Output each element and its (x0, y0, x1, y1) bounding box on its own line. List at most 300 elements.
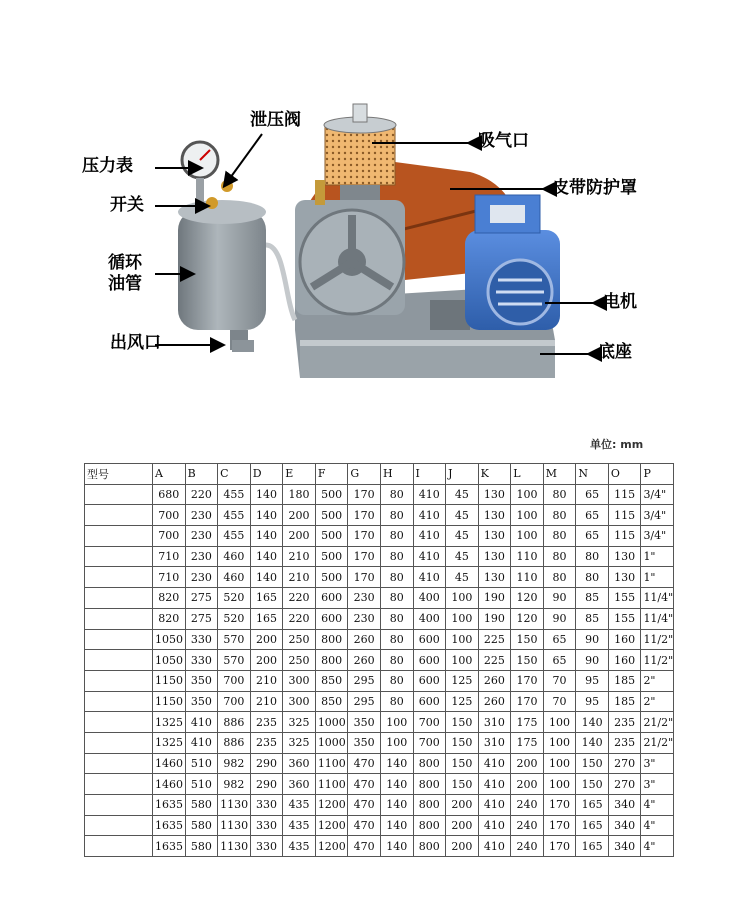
label-switch: 开关 (110, 195, 144, 215)
dimension-cell: 165 (250, 608, 283, 629)
dimension-cell: 235 (250, 732, 283, 753)
spec-table-header (85, 464, 674, 485)
dimension-cell: 470 (348, 774, 381, 795)
dimension-cell: 275 (185, 588, 218, 609)
dimension-cell: 150 (446, 774, 479, 795)
dimension-cell: 140 (380, 815, 413, 836)
dimension-cell: 510 (185, 774, 218, 795)
dimension-cell: 250 (283, 629, 316, 650)
dimension-cell: 330 (250, 836, 283, 857)
dimension-cell: 1130 (218, 815, 251, 836)
dimension-cell: 100 (543, 732, 576, 753)
dimension-cell: 150 (576, 753, 609, 774)
dimension-cell: 200 (250, 629, 283, 650)
dimension-cell: 11/2" (641, 650, 674, 671)
dimension-cell: 1" (641, 546, 674, 567)
model-cell (85, 712, 153, 733)
dimension-cell: 260 (478, 670, 511, 691)
dimension-cell: 95 (576, 670, 609, 691)
dimension-cell: 170 (511, 670, 544, 691)
dimension-cell: 1200 (315, 795, 348, 816)
dimension-cell: 700 (413, 712, 446, 733)
dimension-cell: 225 (478, 629, 511, 650)
dimension-cell: 350 (185, 691, 218, 712)
dimension-cell: 1325 (153, 712, 186, 733)
dimension-cell: 220 (185, 484, 218, 505)
dimension-cell: 200 (446, 815, 479, 836)
dimension-cell: 90 (543, 608, 576, 629)
dimension-cell: 45 (446, 484, 479, 505)
dimension-cell: 600 (315, 608, 348, 629)
dimension-cell: 330 (250, 815, 283, 836)
dimension-cell: 1150 (153, 670, 186, 691)
dimension-cell: 1100 (315, 774, 348, 795)
pressure-gauge (182, 142, 233, 210)
dimension-cell: 435 (283, 795, 316, 816)
dimension-cell: 210 (250, 670, 283, 691)
dimension-cell: 130 (478, 567, 511, 588)
dimension-cell: 80 (380, 588, 413, 609)
dimension-cell: 600 (413, 650, 446, 671)
dimension-cell: 1100 (315, 753, 348, 774)
model-cell (85, 691, 153, 712)
dimension-cell: 200 (511, 774, 544, 795)
dimension-cell: 850 (315, 670, 348, 691)
dimension-cell: 820 (153, 608, 186, 629)
dimension-cell: 235 (608, 732, 641, 753)
dimension-cell: 325 (283, 712, 316, 733)
dimension-cell: 410 (478, 836, 511, 857)
dimension-cell: 470 (348, 836, 381, 857)
dimension-cell: 3/4" (641, 526, 674, 547)
header-cell: P (641, 464, 674, 485)
dimension-cell: 470 (348, 753, 381, 774)
dimension-cell: 170 (543, 815, 576, 836)
header-cell: D (250, 464, 283, 485)
dimension-cell: 1200 (315, 836, 348, 857)
header-cell: C (218, 464, 251, 485)
dimension-cell: 185 (608, 691, 641, 712)
dimension-cell: 230 (348, 608, 381, 629)
model-cell (85, 732, 153, 753)
dimension-cell: 800 (413, 836, 446, 857)
table-row (85, 608, 674, 629)
dimension-cell: 165 (250, 588, 283, 609)
dimension-cell: 80 (543, 567, 576, 588)
dimension-cell: 90 (576, 650, 609, 671)
model-cell (85, 588, 153, 609)
dimension-cell: 360 (283, 774, 316, 795)
dimension-cell: 220 (283, 608, 316, 629)
dimension-cell: 1460 (153, 774, 186, 795)
dimension-cell: 295 (348, 670, 381, 691)
dimension-cell: 330 (250, 795, 283, 816)
dimension-cell: 435 (283, 836, 316, 857)
dimension-cell: 2" (641, 691, 674, 712)
header-cell: K (478, 464, 511, 485)
dimension-cell: 500 (315, 484, 348, 505)
dimension-cell: 410 (185, 732, 218, 753)
dimension-cell: 21/2" (641, 732, 674, 753)
dimension-cell: 175 (511, 712, 544, 733)
dimension-cell: 80 (380, 484, 413, 505)
header-cell: O (608, 464, 641, 485)
dimension-cell: 150 (446, 753, 479, 774)
dimension-cell: 300 (283, 691, 316, 712)
dimension-cell: 230 (185, 546, 218, 567)
model-cell (85, 608, 153, 629)
dimension-cell: 200 (283, 505, 316, 526)
dimension-cell: 80 (543, 526, 576, 547)
table-row (85, 588, 674, 609)
dimension-cell: 325 (283, 732, 316, 753)
dimension-cell: 310 (478, 732, 511, 753)
dimension-cell: 95 (576, 691, 609, 712)
dimension-cell: 520 (218, 588, 251, 609)
dimension-cell: 982 (218, 774, 251, 795)
dimension-cell: 170 (543, 795, 576, 816)
dimension-cell: 80 (380, 567, 413, 588)
dimension-cell: 45 (446, 505, 479, 526)
dimension-cell: 200 (446, 795, 479, 816)
header-cell: 型号 (85, 464, 153, 485)
label-air-outlet: 出风口 (110, 333, 161, 353)
dimension-cell: 330 (185, 629, 218, 650)
dimension-cell: 140 (576, 732, 609, 753)
dimension-cell: 4" (641, 836, 674, 857)
dimension-cell: 435 (283, 815, 316, 836)
dimension-cell: 3" (641, 774, 674, 795)
label-air-inlet: 吸气口 (478, 131, 529, 151)
dimension-cell: 170 (348, 567, 381, 588)
dimension-cell: 410 (478, 774, 511, 795)
dimension-cell: 80 (380, 526, 413, 547)
dimension-cell: 886 (218, 732, 251, 753)
spec-table (84, 463, 674, 857)
dimension-cell: 140 (380, 836, 413, 857)
dimension-cell: 170 (348, 505, 381, 526)
table-row (85, 546, 674, 567)
dimension-cell: 165 (576, 815, 609, 836)
dimension-cell: 360 (283, 753, 316, 774)
dimension-cell: 140 (250, 526, 283, 547)
dimension-cell: 410 (413, 484, 446, 505)
dimension-cell: 410 (413, 546, 446, 567)
dimension-cell: 460 (218, 546, 251, 567)
dimension-cell: 65 (576, 526, 609, 547)
dimension-cell: 115 (608, 484, 641, 505)
dimension-cell: 580 (185, 836, 218, 857)
dimension-cell: 11/2" (641, 629, 674, 650)
dimension-cell: 4" (641, 815, 674, 836)
dimension-cell: 100 (380, 712, 413, 733)
dimension-cell: 410 (413, 526, 446, 547)
dimension-cell: 115 (608, 505, 641, 526)
dimension-cell: 150 (446, 712, 479, 733)
dimension-cell: 100 (446, 608, 479, 629)
dimension-cell: 165 (576, 836, 609, 857)
dimension-cell: 170 (543, 836, 576, 857)
dimension-cell: 230 (185, 567, 218, 588)
dimension-cell: 170 (511, 691, 544, 712)
dimension-cell: 600 (413, 629, 446, 650)
dimension-cell: 580 (185, 795, 218, 816)
dimension-cell: 235 (608, 712, 641, 733)
dimension-cell: 1130 (218, 795, 251, 816)
dimension-cell: 160 (608, 650, 641, 671)
dimension-cell: 200 (283, 526, 316, 547)
dimension-cell: 21/2" (641, 712, 674, 733)
dimension-cell: 3" (641, 753, 674, 774)
dimension-cell: 270 (608, 774, 641, 795)
dimension-cell: 170 (348, 484, 381, 505)
dimension-cell: 140 (576, 712, 609, 733)
label-circulation-pipe-line2: 油管 (108, 274, 142, 294)
dimension-cell: 90 (576, 629, 609, 650)
dimension-cell: 80 (543, 484, 576, 505)
dimension-cell: 290 (250, 774, 283, 795)
dimension-cell: 340 (608, 795, 641, 816)
dimension-cell: 800 (413, 774, 446, 795)
dimension-cell: 90 (543, 588, 576, 609)
header-cell: L (511, 464, 544, 485)
model-cell (85, 526, 153, 547)
dimension-cell: 11/4" (641, 588, 674, 609)
dimension-cell: 120 (511, 588, 544, 609)
dimension-cell: 400 (413, 588, 446, 609)
dimension-cell: 1460 (153, 753, 186, 774)
header-cell: N (576, 464, 609, 485)
dimension-cell: 80 (380, 670, 413, 691)
model-cell (85, 815, 153, 836)
model-cell (85, 795, 153, 816)
dimension-cell: 235 (250, 712, 283, 733)
dimension-cell: 350 (348, 732, 381, 753)
dimension-cell: 130 (478, 526, 511, 547)
dimension-cell: 4" (641, 795, 674, 816)
dimension-cell: 410 (478, 795, 511, 816)
dimension-cell: 210 (250, 691, 283, 712)
dimension-cell: 500 (315, 526, 348, 547)
dimension-cell: 45 (446, 567, 479, 588)
dimension-cell: 80 (380, 608, 413, 629)
dimension-cell: 470 (348, 815, 381, 836)
dimension-cell: 1635 (153, 815, 186, 836)
model-cell (85, 774, 153, 795)
dimension-cell: 1200 (315, 815, 348, 836)
dimension-cell: 410 (413, 567, 446, 588)
dimension-cell: 100 (511, 505, 544, 526)
dimension-cell: 190 (478, 588, 511, 609)
dimension-cell: 80 (380, 650, 413, 671)
dimension-cell: 100 (511, 484, 544, 505)
table-row (85, 795, 674, 816)
dimension-cell: 130 (478, 484, 511, 505)
dimension-cell: 140 (380, 753, 413, 774)
dimension-cell: 700 (413, 732, 446, 753)
table-row (85, 836, 674, 857)
dimension-cell: 410 (478, 753, 511, 774)
dimension-cell: 295 (348, 691, 381, 712)
header-cell: J (446, 464, 479, 485)
dimension-cell: 1050 (153, 629, 186, 650)
dimension-cell: 100 (446, 629, 479, 650)
dimension-cell: 886 (218, 712, 251, 733)
dimension-cell: 310 (478, 712, 511, 733)
dimension-cell: 250 (283, 650, 316, 671)
dimension-cell: 1130 (218, 836, 251, 857)
dimension-cell: 1635 (153, 795, 186, 816)
dimension-cell: 710 (153, 567, 186, 588)
roots-blower-photo (45, 30, 705, 430)
circulation-tank (178, 200, 295, 352)
dimension-cell: 130 (608, 546, 641, 567)
header-cell: F (315, 464, 348, 485)
table-row (85, 774, 674, 795)
dimension-cell: 820 (153, 588, 186, 609)
spec-table-body (85, 484, 674, 856)
dimension-cell: 410 (478, 815, 511, 836)
unit-label: 单位: mm (590, 438, 644, 451)
dimension-cell: 600 (413, 670, 446, 691)
dimension-cell: 1050 (153, 650, 186, 671)
dimension-cell: 350 (185, 670, 218, 691)
dimension-cell: 800 (413, 815, 446, 836)
dimension-cell: 120 (511, 608, 544, 629)
dimension-cell: 130 (478, 505, 511, 526)
dimension-cell: 500 (315, 546, 348, 567)
dimension-cell: 240 (511, 836, 544, 857)
dimension-cell: 220 (283, 588, 316, 609)
table-row (85, 484, 674, 505)
dimension-cell: 125 (446, 691, 479, 712)
table-row (85, 567, 674, 588)
label-belt-guard: 皮带防护罩 (552, 178, 637, 198)
header-cell: M (543, 464, 576, 485)
dimension-cell: 100 (511, 526, 544, 547)
dimension-cell: 190 (478, 608, 511, 629)
dimension-cell: 350 (348, 712, 381, 733)
dimension-cell: 850 (315, 691, 348, 712)
dimension-cell: 1325 (153, 732, 186, 753)
model-cell (85, 484, 153, 505)
dimension-cell: 260 (348, 629, 381, 650)
label-motor: 电机 (603, 292, 637, 312)
dimension-cell: 410 (185, 712, 218, 733)
dimension-cell: 110 (511, 546, 544, 567)
dimension-cell: 65 (543, 629, 576, 650)
dimension-cell: 140 (250, 505, 283, 526)
dimension-cell: 140 (250, 567, 283, 588)
dimension-cell: 700 (218, 691, 251, 712)
table-row (85, 650, 674, 671)
table-row (85, 691, 674, 712)
table-row (85, 505, 674, 526)
dimension-cell: 680 (153, 484, 186, 505)
dimension-cell: 165 (576, 795, 609, 816)
dimension-cell: 982 (218, 753, 251, 774)
dimension-cell: 570 (218, 650, 251, 671)
dimension-cell: 455 (218, 484, 251, 505)
dimension-cell: 700 (153, 505, 186, 526)
table-row (85, 712, 674, 733)
dimension-cell: 340 (608, 815, 641, 836)
dimension-cell: 85 (576, 608, 609, 629)
table-row (85, 526, 674, 547)
dimension-cell: 210 (283, 567, 316, 588)
dimension-cell: 2" (641, 670, 674, 691)
dimension-cell: 260 (478, 691, 511, 712)
dimension-cell: 11/4" (641, 608, 674, 629)
dimension-cell: 80 (576, 546, 609, 567)
table-row (85, 670, 674, 691)
dimension-cell: 100 (380, 732, 413, 753)
dimension-cell: 800 (413, 753, 446, 774)
dimension-cell: 80 (576, 567, 609, 588)
blower-body (295, 180, 405, 315)
dimension-cell: 100 (543, 712, 576, 733)
model-cell (85, 670, 153, 691)
dimension-cell: 130 (478, 546, 511, 567)
dimension-cell: 150 (511, 629, 544, 650)
dimension-cell: 150 (446, 732, 479, 753)
dimension-cell: 80 (380, 629, 413, 650)
dimension-cell: 140 (380, 795, 413, 816)
dimension-cell: 170 (348, 546, 381, 567)
dimension-cell: 200 (446, 836, 479, 857)
dimension-cell: 185 (608, 670, 641, 691)
dimension-cell: 85 (576, 588, 609, 609)
dimension-cell: 275 (185, 608, 218, 629)
model-cell (85, 567, 153, 588)
dimension-cell: 500 (315, 567, 348, 588)
dimension-cell: 1000 (315, 732, 348, 753)
dimension-cell: 230 (348, 588, 381, 609)
dimension-cell: 580 (185, 815, 218, 836)
dimension-cell: 175 (511, 732, 544, 753)
dimension-cell: 70 (543, 670, 576, 691)
dimension-cell: 200 (511, 753, 544, 774)
dimension-cell: 300 (283, 670, 316, 691)
dimension-cell: 600 (315, 588, 348, 609)
dimension-cell: 155 (608, 588, 641, 609)
dimension-cell: 510 (185, 753, 218, 774)
dimension-cell: 45 (446, 546, 479, 567)
dimension-cell: 170 (348, 526, 381, 547)
dimension-cell: 3/4" (641, 484, 674, 505)
dimension-cell: 290 (250, 753, 283, 774)
header-cell: G (348, 464, 381, 485)
dimension-cell: 45 (446, 526, 479, 547)
dimension-cell: 65 (543, 650, 576, 671)
dimension-cell: 1150 (153, 691, 186, 712)
motor (465, 195, 560, 330)
dimension-cell: 710 (153, 546, 186, 567)
dimension-cell: 100 (543, 753, 576, 774)
model-cell (85, 505, 153, 526)
dimension-cell: 400 (413, 608, 446, 629)
dimension-cell: 210 (283, 546, 316, 567)
dimension-cell: 455 (218, 505, 251, 526)
dimension-cell: 230 (185, 526, 218, 547)
dimension-cell: 100 (446, 650, 479, 671)
dimension-cell: 225 (478, 650, 511, 671)
dimension-cell: 200 (250, 650, 283, 671)
header-cell: B (185, 464, 218, 485)
dimension-cell: 110 (511, 567, 544, 588)
dimension-cell: 570 (218, 629, 251, 650)
dimension-cell: 140 (250, 546, 283, 567)
